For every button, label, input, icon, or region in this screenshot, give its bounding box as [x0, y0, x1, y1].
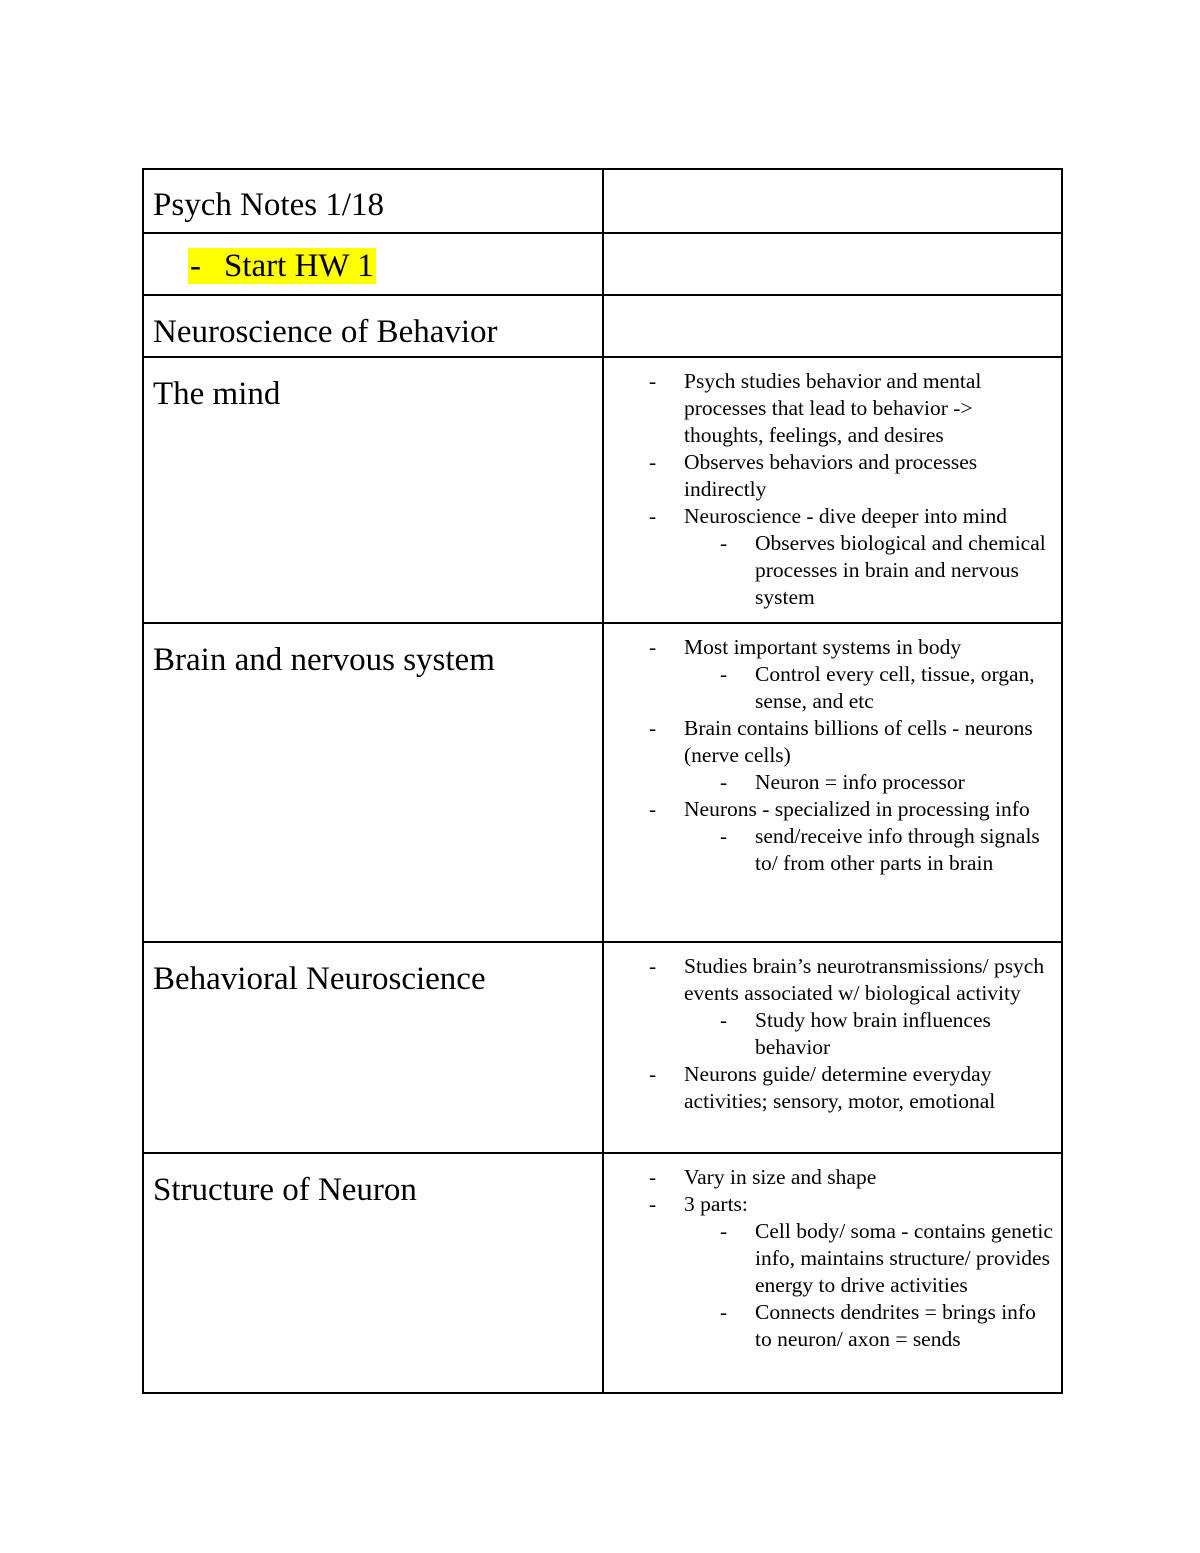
- todo-cell: [143, 233, 603, 295]
- notes-cell: [603, 357, 1062, 623]
- sub-notes-list: [684, 823, 1057, 877]
- notes-table: [142, 168, 1063, 1394]
- sub-notes-list: [684, 769, 1057, 796]
- topic-cell: [143, 357, 603, 623]
- section-row: [143, 295, 1062, 357]
- note-item: [649, 449, 1057, 503]
- note-item: [649, 1061, 1057, 1115]
- note-item: [649, 1164, 1057, 1191]
- notes-cell: [603, 1153, 1062, 1393]
- topic-cell: [143, 623, 603, 942]
- empty-cell: [603, 233, 1062, 295]
- note-item: [649, 634, 1057, 715]
- note-text: Neuroscience - dive deeper into mind: [684, 504, 1007, 528]
- sub-notes-list: [684, 1218, 1057, 1353]
- todo-item: [144, 234, 602, 286]
- note-item: [649, 368, 1057, 449]
- note-text: Neurons - specialized in processing info: [684, 797, 1030, 821]
- note-text: Studies brain’s neurotransmissions/ psych events associated w/ biological activity: [684, 954, 1045, 1005]
- notes-list: [604, 943, 1061, 1121]
- notes-list: [604, 624, 1061, 883]
- section-heading: Neuroscience of Behavior: [153, 314, 498, 350]
- sub-notes-list: [684, 661, 1057, 715]
- sub-note-item: - Control every cell, tissue, organ, sense, and etc: [720, 661, 1057, 715]
- topic-row: [143, 1153, 1062, 1393]
- note-text: Vary in size and shape: [684, 1165, 877, 1189]
- todo-row: [143, 233, 1062, 295]
- topic-heading: Brain and nervous system: [153, 642, 495, 678]
- notes-cell: [603, 623, 1062, 942]
- sub-notes-list: [684, 1007, 1057, 1061]
- note-text: Psych studies behavior and mental processes that lead to behavior -> thoughts, feelings, and desires: [684, 369, 982, 447]
- todo-text: Start HW 1: [224, 248, 374, 284]
- sub-note-item: - Study how brain influences behavior: [720, 1007, 1057, 1061]
- note-item: [649, 503, 1057, 611]
- sub-note-item: - Cell body/ soma - contains genetic info, maintains structure/ provides energy to drive activities: [720, 1218, 1057, 1299]
- sub-notes-list: [684, 530, 1057, 611]
- notes-list: [604, 1154, 1061, 1359]
- title-row: [143, 169, 1062, 233]
- sub-note-item: - Observes biological and chemical processes in brain and nervous system: [720, 530, 1057, 611]
- note-text: Observes behaviors and processes indirectly: [684, 450, 978, 501]
- topic-cell: [143, 942, 603, 1153]
- sub-note-item: - Connects dendrites = brings info to neuron/ axon = sends: [720, 1299, 1057, 1353]
- sub-note-item: - Neuron = info processor: [720, 769, 1057, 796]
- topic-row: [143, 942, 1062, 1153]
- todo-highlight: [188, 248, 376, 284]
- note-item: [649, 796, 1057, 877]
- topic-heading: The mind: [153, 376, 281, 412]
- empty-cell: [603, 295, 1062, 357]
- note-item: [649, 715, 1057, 796]
- topic-heading: Behavioral Neuroscience: [153, 961, 486, 997]
- note-text: Most important systems in body: [684, 635, 962, 659]
- empty-cell: [603, 169, 1062, 233]
- sub-note-item: - send/receive info through signals to/ from other parts in brain: [720, 823, 1057, 877]
- topic-heading: Structure of Neuron: [153, 1172, 417, 1208]
- note-text: Neurons guide/ determine everyday activities; sensory, motor, emotional: [684, 1062, 996, 1113]
- section-cell: [143, 295, 603, 357]
- notes-list: [604, 358, 1061, 617]
- note-text: Brain contains billions of cells - neurons (nerve cells): [684, 716, 1033, 767]
- notes-cell: [603, 942, 1062, 1153]
- note-text: 3 parts:: [684, 1192, 748, 1216]
- topic-row: [143, 623, 1062, 942]
- note-item: [649, 953, 1057, 1061]
- note-item: [649, 1191, 1057, 1353]
- page-title: Psych Notes 1/18: [153, 187, 384, 223]
- topic-cell: [143, 1153, 603, 1393]
- title-cell: [143, 169, 603, 233]
- todo-dash: -: [190, 248, 201, 284]
- topic-row: [143, 357, 1062, 623]
